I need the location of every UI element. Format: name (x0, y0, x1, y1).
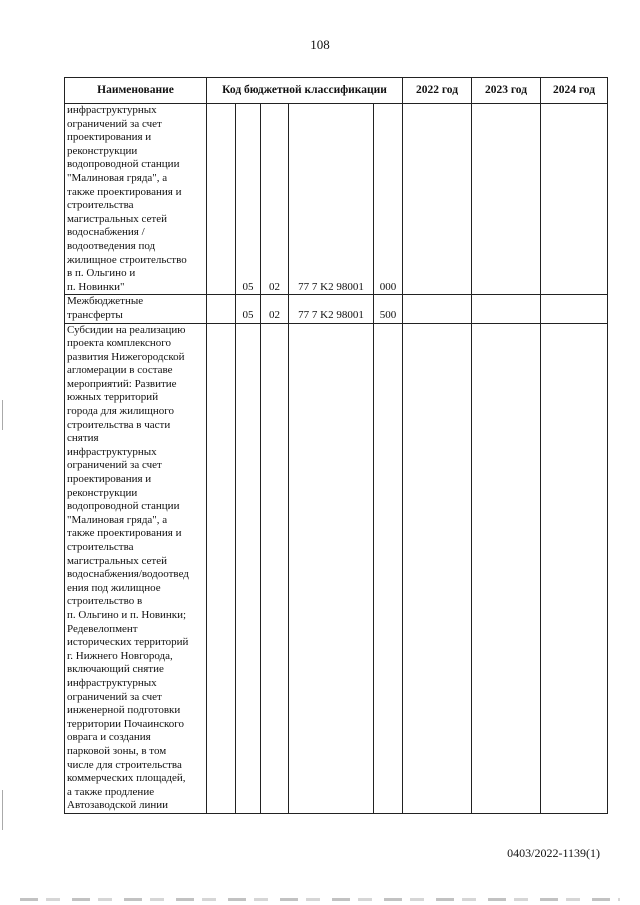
row-value-2023 (472, 295, 541, 323)
scan-edge-noise (20, 898, 620, 901)
row-code-section: 05 (236, 295, 261, 323)
header-name: Наименование (65, 78, 207, 104)
table-row (65, 104, 608, 295)
row-code-subsection: 02 (261, 295, 289, 323)
row-code-target (289, 323, 374, 813)
row-code-subsection (261, 323, 289, 813)
scan-margin-mark (2, 790, 3, 830)
header-code: Код бюджетной классификации (207, 78, 403, 104)
row-code-section (236, 323, 261, 813)
row-value-2024 (541, 104, 608, 295)
row-name: Межбюджетные трансферты (65, 295, 207, 323)
table-row (65, 295, 608, 323)
row-cell-empty (207, 323, 236, 813)
budget-table (64, 77, 608, 814)
row-code-section: 05 (236, 104, 261, 295)
row-value-2023 (472, 104, 541, 295)
row-code-type: 000 (374, 104, 403, 295)
row-value-2024 (541, 323, 608, 813)
row-code-target: 77 7 K2 98001 (289, 295, 374, 323)
document-code: 0403/2022-1139(1) (507, 846, 600, 860)
table-header-row (65, 78, 608, 104)
row-value-2022 (403, 104, 472, 295)
row-name: инфраструктурных ограничений за счет проектирования и реконструкции водопроводной станции "Малиновая гряда", а также проектирования и строительства магистральных сетей водоснабжения / водоотведения под жилищное строительство в п. Ольгино и п. Новинки" (65, 104, 207, 295)
header-2022: 2022 год (403, 78, 472, 104)
row-value-2022 (403, 323, 472, 813)
row-code-target: 77 7 K2 98001 (289, 104, 374, 295)
row-name: Субсидии на реализацию проекта комплексного развития Нижегородской агломерации в составе мероприятий: Развитие южных территорий города для жилищного строительства в части снятия инфраструктурных ограничений за счет проектирования и реконструкции водопроводной станции "Малиновая гряда", а также проектирования и строительства магистральных сетей водоснабжения/водоотвед ения под жилищное строительство в п. Ольгино и п. Новинки; Редевелопмент исторических территорий г. Нижнего Новгорода, включающий снятие инфраструктурных ограничений за счет инженерной подготовки территории Почаинского оврага и создания парковой зоны, в том числе для строительства коммерческих площадей, а также продление Автозаводской линии (65, 323, 207, 813)
row-cell-empty (207, 295, 236, 323)
scan-margin-mark (2, 400, 3, 430)
row-code-type: 500 (374, 295, 403, 323)
row-value-2022 (403, 295, 472, 323)
table-row (65, 323, 608, 813)
header-2023: 2023 год (472, 78, 541, 104)
header-2024: 2024 год (541, 78, 608, 104)
page-number: 108 (310, 37, 330, 52)
row-code-subsection: 02 (261, 104, 289, 295)
row-cell-empty (207, 104, 236, 295)
row-value-2024 (541, 295, 608, 323)
row-code-type (374, 323, 403, 813)
row-value-2023 (472, 323, 541, 813)
